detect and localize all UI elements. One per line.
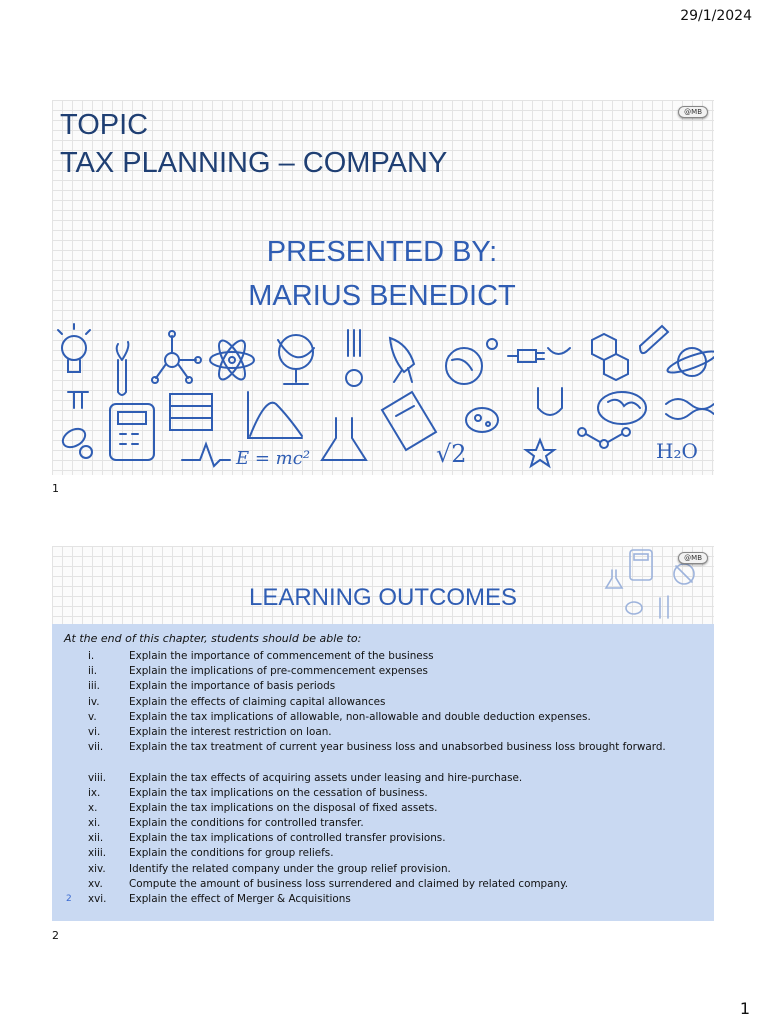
globe-icon	[278, 335, 314, 384]
heartbeat-icon	[182, 444, 230, 466]
slide-2	[52, 546, 714, 921]
bond-molecule-icon	[578, 428, 630, 448]
dna-icon	[666, 399, 714, 419]
plug-icon	[508, 348, 570, 362]
outcome-numeral: vii.	[88, 741, 104, 754]
outcome-item	[52, 892, 714, 907]
outcome-text: Explain the importance of basis periods	[129, 680, 336, 693]
slide-reference-number: 2	[66, 894, 72, 905]
outcome-item	[52, 740, 714, 770]
rocket-icon	[390, 338, 414, 382]
outcome-text: Compute the amount of business loss surrendered and claimed by related company.	[129, 877, 569, 890]
sqrt2-doodle: √2	[436, 440, 467, 468]
outcome-numeral: ii.	[88, 665, 98, 678]
outcome-text: Explain the tax effects of acquiring assets under leasing and hire-purchase.	[129, 771, 523, 784]
outcome-item	[52, 664, 714, 679]
outcome-item	[52, 725, 714, 740]
planet-icon	[666, 347, 714, 376]
outcome-numeral: vi.	[88, 725, 101, 738]
outcome-numeral: xii.	[88, 832, 104, 845]
outcome-numeral: viii.	[88, 771, 107, 784]
outcome-text: Explain the tax implications on the disposal of fixed assets.	[129, 801, 438, 814]
outcome-item	[52, 710, 714, 725]
abacus-icon	[170, 394, 212, 430]
author-badge: @MB	[678, 106, 708, 118]
outcome-numeral: iii.	[88, 680, 100, 693]
presenter-block	[222, 230, 542, 318]
outcome-item	[52, 801, 714, 816]
outcome-numeral: xiii.	[88, 847, 107, 860]
author-badge: @MB	[678, 552, 708, 564]
molecule-icon	[152, 331, 201, 383]
slide-1	[52, 100, 714, 475]
flask-icon	[322, 418, 366, 460]
learning-outcomes-title: LEARNING OUTCOMES	[248, 584, 518, 611]
outcome-text: Explain the tax implications on the cessation of business.	[129, 786, 428, 799]
magnet-icon	[538, 388, 562, 415]
outcome-item	[52, 862, 714, 877]
outcome-text: Explain the importance of commencement of the business	[129, 650, 434, 662]
outcome-text: Explain the interest restriction on loan.	[129, 725, 332, 738]
rocket-icon	[674, 564, 694, 584]
emc2-doodle: E = mc²	[236, 448, 311, 469]
page-number: 1	[739, 999, 750, 1018]
notebook-icon	[382, 392, 436, 450]
test-tube-icon	[640, 326, 668, 353]
outcome-item	[52, 816, 714, 831]
outcome-text: Explain the tax treatment of current year business loss and unabsorbed business loss brought forward.	[129, 741, 666, 754]
topic-heading	[60, 106, 447, 182]
pi-symbol-icon	[68, 392, 88, 408]
outcome-numeral: v.	[88, 710, 97, 723]
lightbulb-icon	[58, 324, 90, 372]
presenter-name: MARIUS BENEDICT	[248, 280, 516, 312]
slide-number-1: 1	[52, 482, 59, 495]
outcome-numeral: x.	[88, 801, 98, 814]
outcome-text: Explain the conditions for group reliefs.	[129, 847, 334, 860]
outcome-numeral: ix.	[88, 786, 101, 799]
plant-tube-icon	[117, 342, 129, 395]
outcome-numeral: i.	[88, 650, 95, 662]
atom-icon	[210, 337, 254, 383]
presented-by-label: PRESENTED BY:	[266, 236, 498, 268]
outcome-item	[52, 831, 714, 846]
outcome-text: Explain the implications of pre-commencement expenses	[129, 665, 428, 678]
outcome-item	[52, 649, 714, 664]
outcome-item	[52, 846, 714, 861]
outcome-numeral: iv.	[88, 695, 100, 708]
learning-outcomes-box	[52, 624, 714, 921]
outcome-numeral: xvi.	[88, 893, 107, 906]
h2o-doodle: H₂O	[656, 439, 698, 463]
page-date: 29/1/2024	[680, 8, 752, 24]
earth-icon	[446, 339, 497, 384]
outcomes-list	[52, 649, 714, 907]
outcome-item	[52, 877, 714, 892]
topic-label: TOPIC	[60, 109, 149, 141]
outcomes-intro: At the end of this chapter, students should be able to:	[64, 632, 362, 645]
outcome-numeral: xv.	[88, 877, 103, 890]
outcome-text: Explain the effects of claiming capital allowances	[129, 695, 386, 708]
slide-number-2: 2	[52, 929, 59, 942]
science-doodles	[52, 320, 714, 470]
brain-icon	[598, 392, 646, 424]
apple-icon	[346, 330, 362, 386]
topic-title: TAX PLANNING – COMPANY	[60, 147, 448, 179]
pills-icon	[60, 425, 92, 458]
bell-curve-icon	[248, 392, 302, 438]
microbe-icon	[466, 408, 498, 432]
outcome-text: Explain the conditions for controlled transfer.	[129, 817, 364, 830]
outcome-numeral: xiv.	[88, 862, 106, 875]
outcome-text: Explain the tax implications of allowable, non-allowable and double deduction expenses.	[129, 710, 591, 723]
outcome-item	[52, 695, 714, 710]
outcome-numeral: xi.	[88, 817, 101, 830]
calculator-icon	[630, 550, 652, 580]
star-icon	[526, 440, 554, 466]
outcome-item	[52, 771, 714, 786]
outcome-text: Explain the tax implications of controlled transfer provisions.	[129, 832, 446, 845]
hexagon-molecule-icon	[592, 334, 628, 380]
outcome-text: Identify the related company under the group relief provision.	[129, 862, 451, 875]
outcome-item	[52, 679, 714, 694]
outcome-text: Explain the effect of Merger & Acquisitions	[129, 893, 351, 906]
calculator-icon	[110, 404, 154, 460]
outcome-item	[52, 786, 714, 801]
